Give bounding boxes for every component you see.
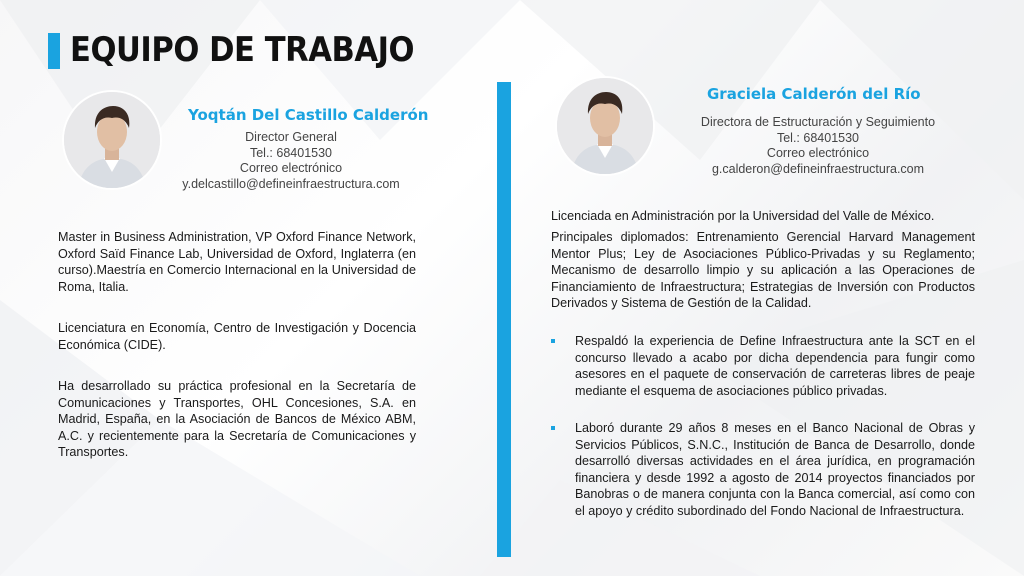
profile-name: Graciela Calderón del Río bbox=[707, 85, 921, 103]
contact-block bbox=[166, 130, 416, 192]
bio-paragraph: Licenciatura en Economía, Centro de Investigación y Docencia Económica (CIDE). bbox=[58, 321, 416, 352]
bullet-square-icon bbox=[551, 339, 555, 343]
slide-title: EQUIPO DE TRABAJO bbox=[70, 30, 415, 70]
bullet-item bbox=[551, 420, 975, 540]
profile-role: Directora de Estructuración y Seguimiento bbox=[700, 115, 936, 129]
profile-name: Yoqtán Del Castillo Calderón bbox=[188, 106, 429, 124]
column-divider bbox=[497, 82, 511, 557]
bullet-item bbox=[551, 333, 975, 417]
profile-phone: Tel.: 68401530 bbox=[776, 130, 859, 145]
email-label: Correo electrónico bbox=[239, 161, 343, 175]
avatar-photo-icon bbox=[557, 78, 653, 174]
bio-paragraph: Master in Business Administration, VP Oxford Finance Network, Oxford Saïd Finance Lab, Universidad de Oxford, Inglaterra (en curso).Maestría en Comercio Internacional en la Universidad de Roma, Italia. bbox=[58, 230, 416, 294]
bio-paragraph: Ha desarrollado su práctica profesional en la Secretaría de Comunicaciones y Transportes, OHL Concesiones, S.A. en Madrid, España, en la Asociación de Bancos de México ABM, A.C. y recientemente para la Secretaría de Comunicaciones y Transportes. bbox=[58, 379, 416, 459]
avatar bbox=[64, 92, 160, 188]
bio-paragraph: Principales diplomados: Entrenamiento Gerencial Harvard Management Mentor Plus; Ley de Asociaciones Público-Privadas y su Reglamento; Mecanismo de desarrollo limpio y su aplicación a las Operaciones de Financiamiento de Infraestructura; Estrategias de Inversión con Productos Derivados y Sistema de Gestión de la Calidad. bbox=[551, 230, 975, 310]
avatar bbox=[557, 78, 653, 174]
bullet-text: Laboró durante 29 años 8 meses en el Banco Nacional de Obras y Servicios Públicos, S.N.C., Institución de Banca de Desarrollo, donde desarrolló diversas actividades en el área jurídica, en programación financiera y desde 1992 a agosto de 2014 proyectos financiados por Banobras o de manera conjunta con la Banca comercial, así como con el apoyo y crédito subordinado del Fondo Nacional de Infraestructura. bbox=[575, 421, 975, 518]
profile-email: g.calderon@defineinfraestructura.com bbox=[711, 161, 925, 176]
email-label: Correo electrónico bbox=[766, 146, 870, 160]
bio-paragraph: Licenciada en Administración por la Universidad del Valle de México. bbox=[551, 209, 935, 223]
contact-block bbox=[680, 115, 956, 177]
avatar-photo-icon bbox=[64, 92, 160, 188]
profile-phone: Tel.: 68401530 bbox=[249, 145, 332, 160]
title-accent-bar bbox=[48, 33, 60, 69]
profile-role: Director General bbox=[245, 130, 337, 144]
profile-email: y.delcastillo@defineinfraestructura.com bbox=[182, 176, 400, 191]
bullet-square-icon bbox=[551, 426, 555, 430]
bullet-text: Respaldó la experiencia de Define Infraestructura ante la SCT en el concurso llevado a acabo por dicha dependencia para fungir como asesores en el paquete de conservación de carreteras libres de peaje mediante el esquema de asociaciones público privadas. bbox=[575, 334, 975, 398]
